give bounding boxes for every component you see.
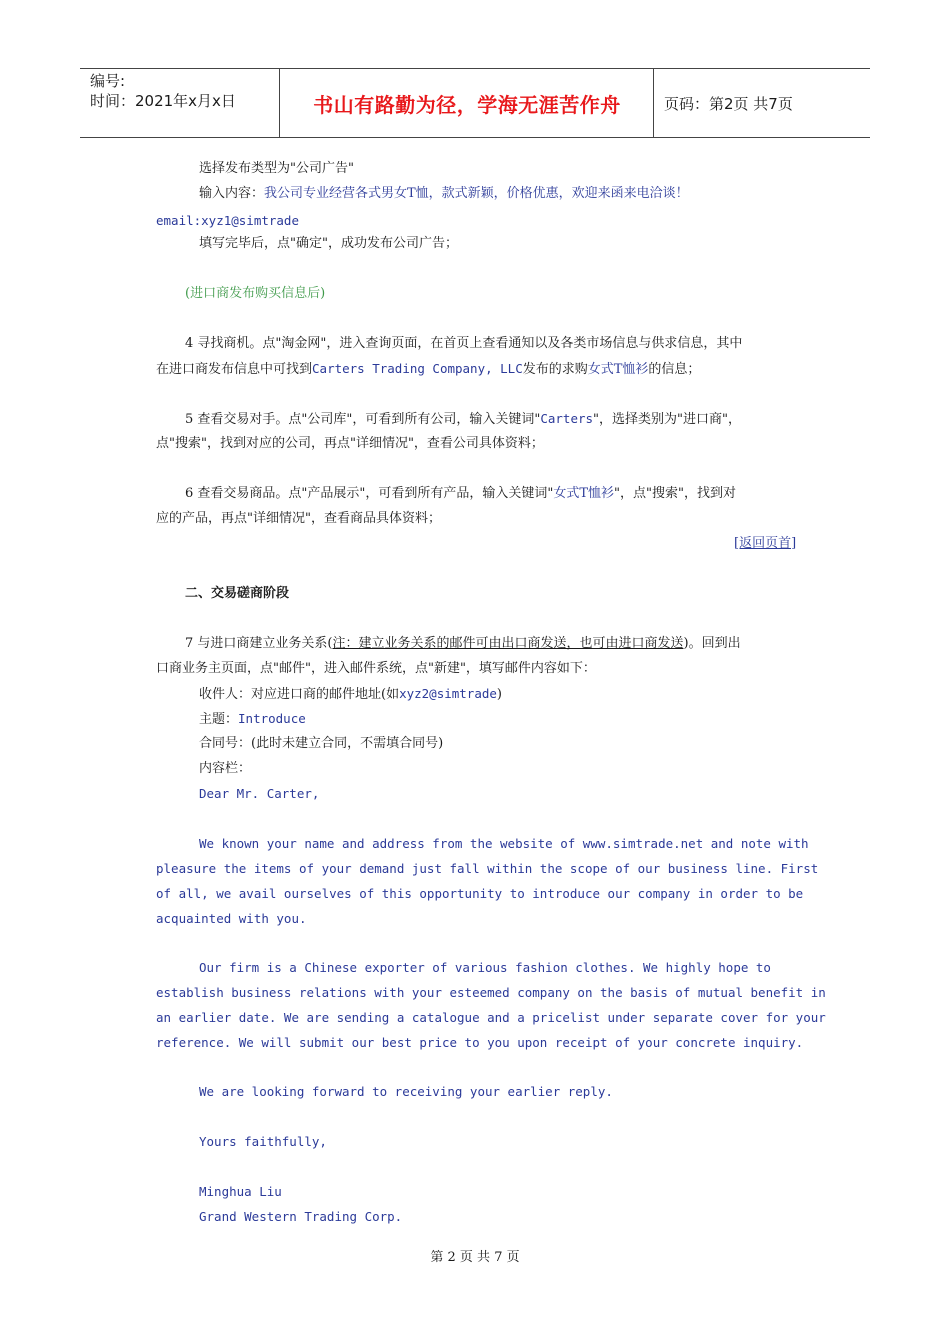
letter-para1-line2: pleasure the items of your demand just fall within the scope of our business line. First — [156, 861, 819, 876]
letter-para2-line1: Our firm is a Chinese exporter of various fashion clothes. We highly hope to — [199, 960, 771, 975]
note-underlined: 注：建立业务关系的邮件可由出口商发送，也可由进口商发送 — [332, 636, 684, 651]
letter-para2-line4: reference. We will submit our best price to you upon receipt of your concrete inquiry. — [156, 1035, 804, 1050]
text-segment: 发布的求购 — [522, 362, 588, 377]
text-segment: )。回到出 — [683, 636, 741, 651]
ad-content: 我公司专业经营各式男女T恤，款式新颖，价格优惠，欢迎来函来电洽谈！ — [264, 186, 689, 201]
header-motto: 书山有路勤为径，学海无涯苦作舟 — [281, 69, 654, 137]
line-importer-note: (进口商发布购买信息后) — [185, 286, 326, 301]
step-7-line-1 — [185, 635, 741, 653]
letter-para1-line3: of all, we avail ourselves of this opportunity to introduce our company in order to be — [156, 886, 804, 901]
subject-label: 主题： — [199, 712, 239, 727]
letter-closing-line: We are looking forward to receiving your earlier reply. — [199, 1084, 613, 1099]
text-segment: 5 查看交易对手。点"公司库"，可看到所有公司，输入关键词" — [185, 412, 541, 427]
letter-para1-line4: acquainted with you. — [156, 911, 307, 926]
time-label: 时间：2021年x月x日 — [90, 92, 236, 110]
step-4-line-2 — [156, 360, 700, 379]
step-4-line-1: 4 寻找商机。点"淘金网"，进入查询页面，在首页上查看通知以及各类市场信息与供求信息，其中 — [185, 336, 743, 351]
company-name: Carters Trading Company, LLC — [312, 361, 523, 376]
letter-signoff: Yours faithfully, — [199, 1134, 327, 1149]
letter-company: Grand Western Trading Corp. — [199, 1209, 403, 1224]
letter-para2-line3: an earlier date. We are sending a catalogue and a pricelist under separate cover for your — [156, 1010, 826, 1025]
letter-para2-line2: establish business relations with your esteemed company on the basis of mutual benefit in — [156, 985, 826, 1000]
text-segment: ) — [496, 687, 502, 702]
text-segment: 的信息； — [648, 362, 701, 377]
step-7-line-2: 口商业务主页面，点"邮件"，进入邮件系统，点"新建"，填写邮件内容如下： — [156, 661, 596, 676]
line-email: email:xyz1@simtrade — [156, 213, 299, 228]
number-label: 编号: — [90, 72, 126, 90]
letter-para1-line1: We known your name and address from the website of www.simtrade.net and note with — [199, 836, 809, 851]
text-segment: "，选择类别为"进口商"， — [593, 412, 741, 427]
back-to-top-link[interactable]: [返回页首] — [734, 536, 797, 551]
step-5-line-2: 点"搜索"，找到对应的公司，再点"详细情况"，查看公司具体资料； — [156, 436, 544, 451]
recipient-address: xyz2@simtrade — [399, 686, 497, 701]
page-footer: 第 2 页 共 7 页 — [430, 1250, 520, 1265]
keyword: 女式T恤衫 — [553, 486, 615, 501]
mail-content-label: 内容栏： — [199, 761, 252, 776]
mail-subject — [199, 710, 306, 729]
letter-signer: Minghua Liu — [199, 1184, 282, 1199]
page-header — [80, 68, 870, 138]
step-6-line-1 — [185, 485, 736, 503]
line-input-content — [199, 185, 689, 203]
text-segment: 6 查看交易商品。点"产品展示"，可看到所有产品，输入关键词" — [185, 486, 554, 501]
step-6-line-2: 应的产品，再点"详细情况"，查看商品具体资料； — [156, 511, 441, 526]
letter-salutation: Dear Mr. Carter, — [199, 786, 320, 801]
text-segment: 7 与进口商建立业务关系( — [185, 636, 333, 651]
input-content-label: 输入内容： — [199, 186, 265, 201]
header-page-label: 页码：第2页 共7页 — [664, 94, 793, 113]
section-heading: 二、交易磋商阶段 — [185, 586, 290, 601]
keyword: Carters — [540, 411, 594, 426]
header-meta — [80, 69, 280, 137]
line-publish-type: 选择发布类型为"公司广告" — [199, 161, 354, 176]
product-name: 女式T恤衫 — [587, 362, 649, 377]
subject-value: Introduce — [238, 711, 306, 726]
line-submit: 填写完毕后，点"确定"，成功发布公司广告； — [199, 236, 458, 251]
recipient-label: 收件人：对应进口商的邮件地址(如 — [199, 687, 400, 702]
mail-recipient — [199, 685, 502, 704]
mail-contract-number: 合同号：(此时未建立合同，不需填合同号) — [199, 736, 444, 751]
step-5-line-1 — [185, 410, 741, 429]
text-segment: "，点"搜索"，找到对 — [614, 486, 736, 501]
text-segment: 在进口商发布信息中可找到 — [156, 362, 313, 377]
